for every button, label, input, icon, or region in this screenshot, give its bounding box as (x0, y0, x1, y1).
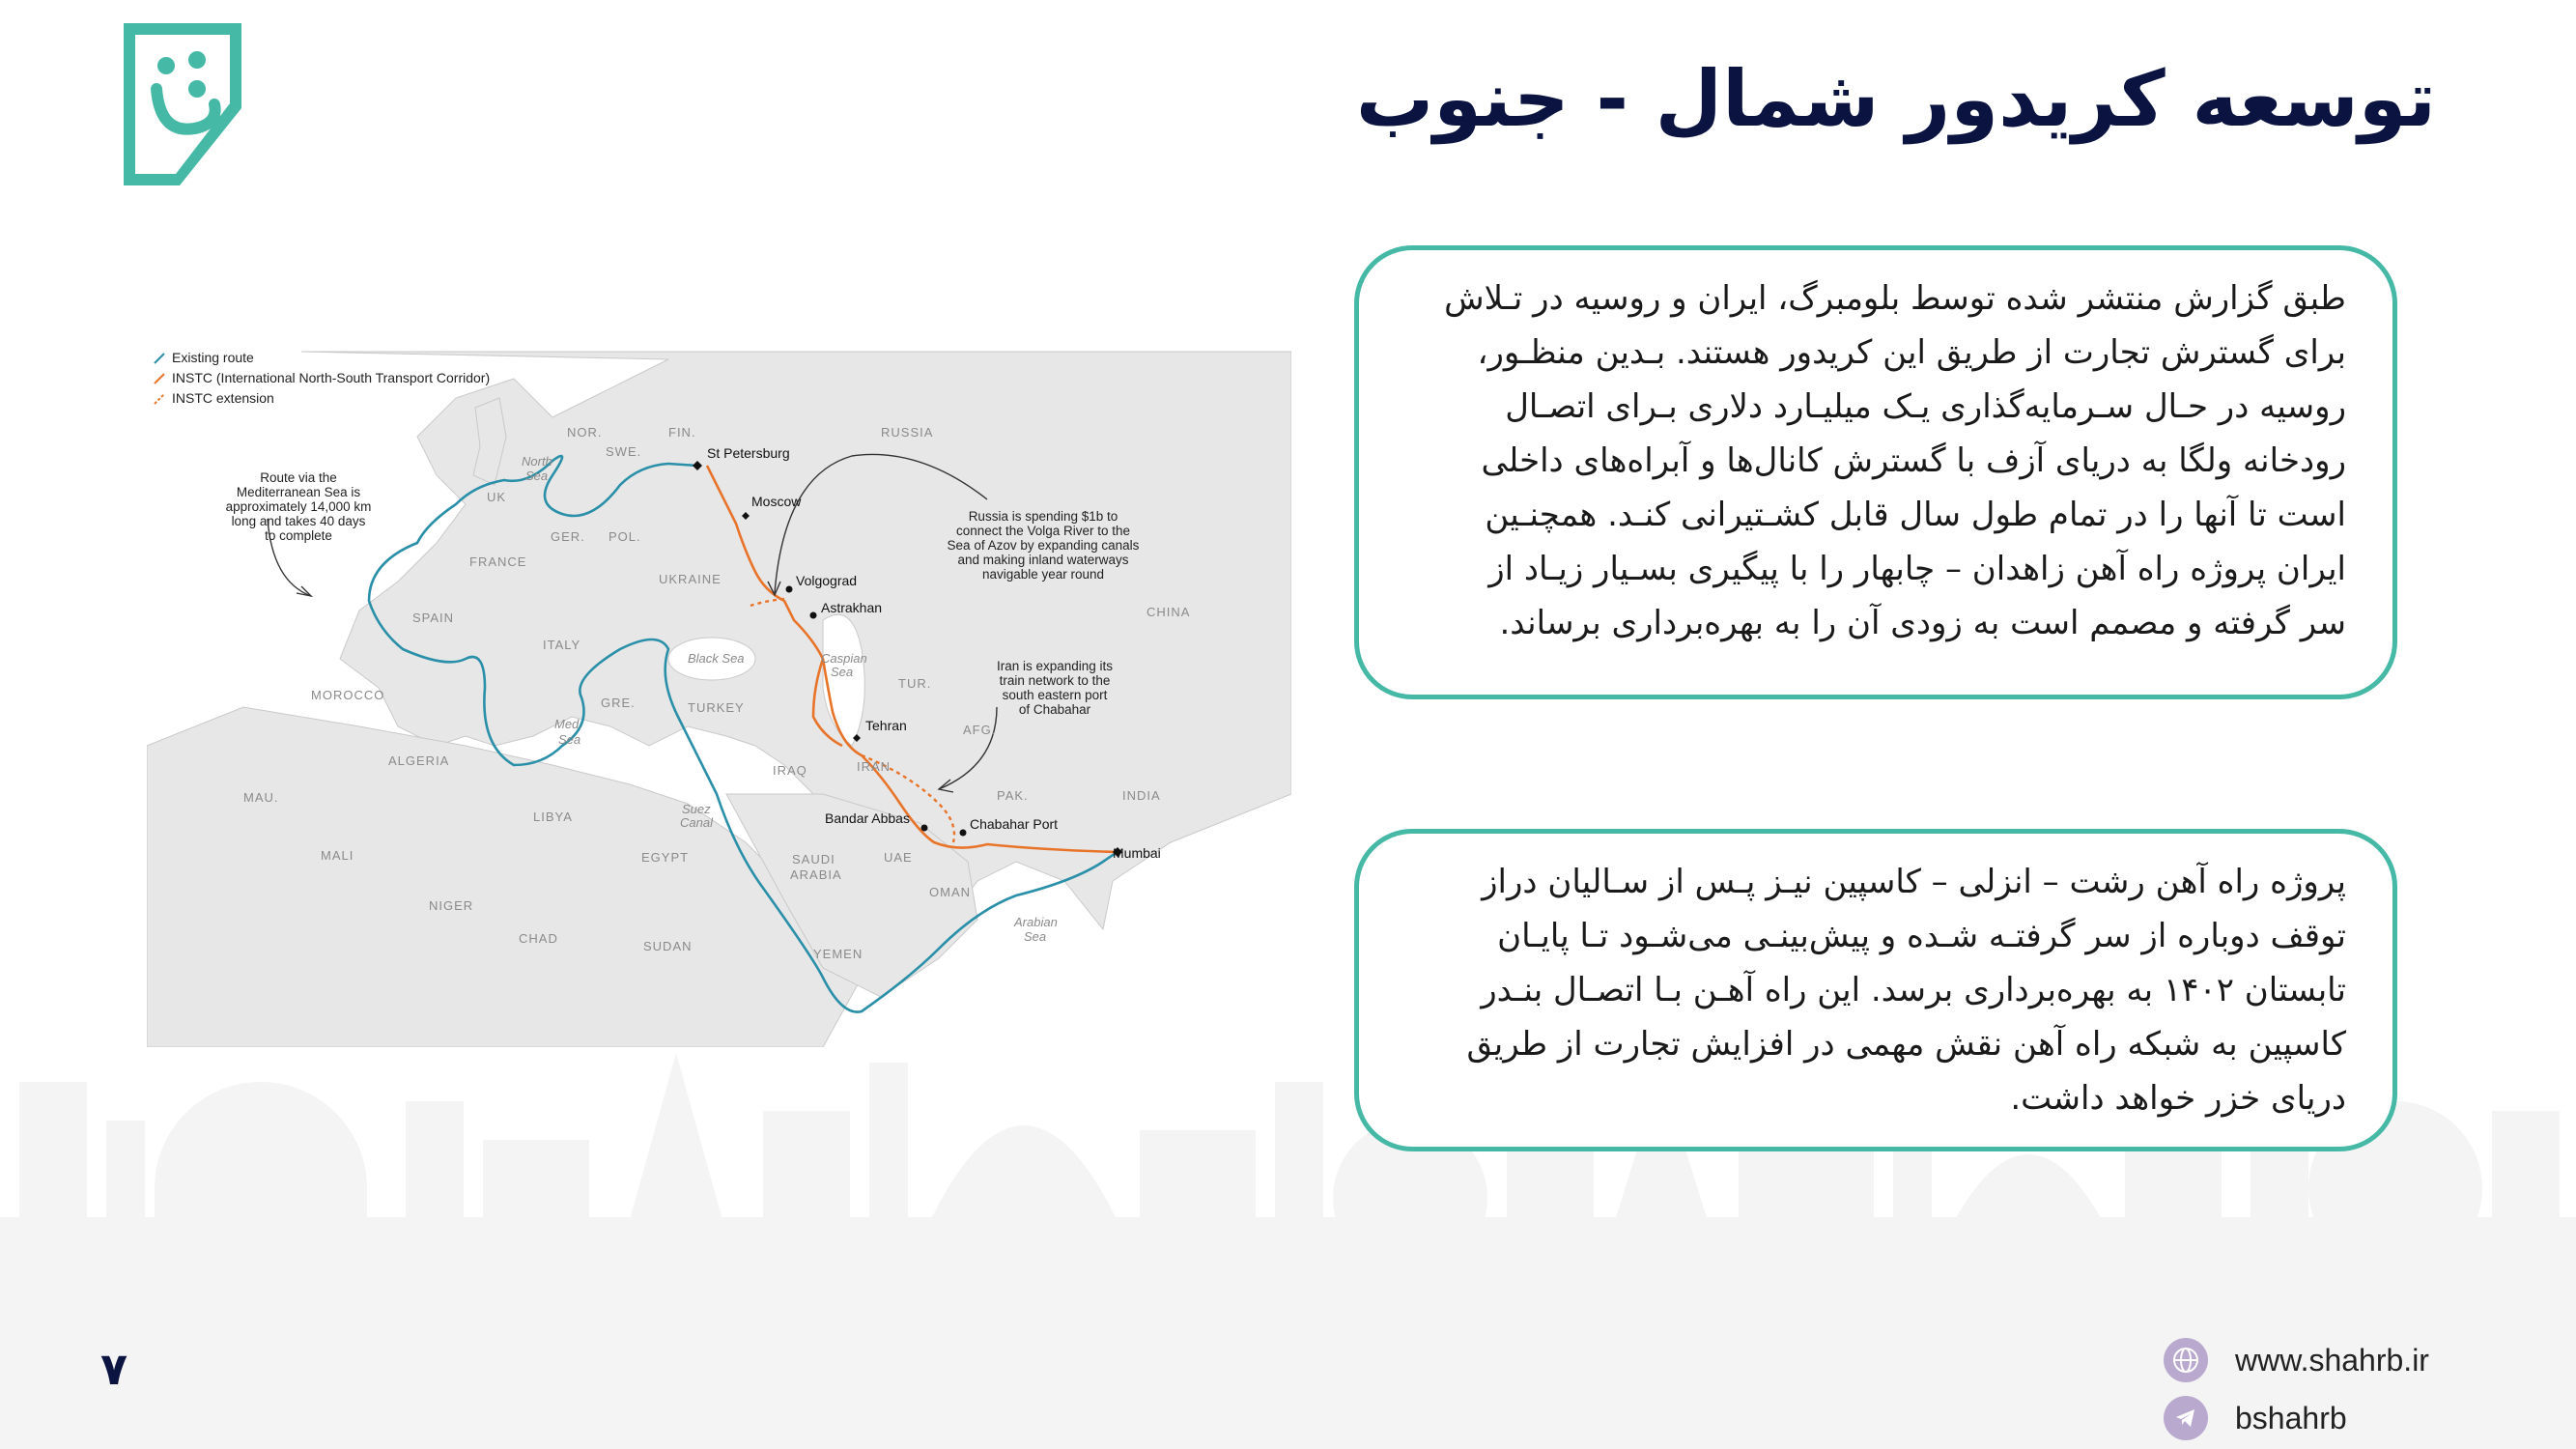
sea-label: Sea (525, 469, 549, 483)
legend-existing: Existing route (172, 350, 254, 365)
sea-label: Sea (831, 665, 854, 679)
sea-label: Suez (682, 802, 711, 816)
country-label: CHAD (519, 931, 558, 946)
note-iran-line: train network to the (999, 673, 1111, 688)
legend-extension: INSTC extension (172, 390, 274, 406)
corridor-map-svg (147, 340, 1291, 1047)
country-label: ALGERIA (388, 753, 450, 768)
country-label: RUSSIA (881, 425, 934, 440)
telegram-text: bshahrb (2235, 1400, 2347, 1435)
country-label: LIBYA (533, 810, 573, 824)
note-mediterranean-line: Mediterranean Sea is (236, 485, 361, 499)
paragraph-line: برای گسترش تجارت از طریق این کریدور هستند. بـدین منظـور، (1477, 333, 2346, 372)
country-label: TUR. (898, 676, 932, 691)
country-label: GRE. (601, 696, 636, 710)
website-link[interactable] (2164, 1333, 2429, 1387)
paragraph-line: رودخانه ولگا به دریای آزف با گسترش کانال‌ها و آبراه‌های داخلی (1481, 441, 2346, 480)
country-label: ITALY (543, 638, 581, 652)
city-marker (810, 612, 817, 619)
brand-logo (122, 21, 247, 190)
note-iran-line: of Chabahar (1018, 702, 1091, 717)
note-mediterranean-line: Route via the (260, 470, 337, 485)
globe-icon (2164, 1338, 2208, 1382)
country-label: SUDAN (643, 939, 693, 953)
country-label: MOROCCO (311, 688, 385, 702)
sea-label: Black Sea (688, 651, 745, 666)
legend-instc: INSTC (International North-South Transport Corridor) (172, 370, 491, 385)
note-iran-line: Iran is expanding its (996, 659, 1114, 673)
paragraph-line: کاسپین به شبکه راه آهن نقش مهمی در افزایش تجارت از طریق (1466, 1025, 2346, 1064)
note-russia-line: Russia is spending $1b to (968, 509, 1118, 524)
country-label: AFG. (963, 723, 997, 737)
sea-label: Sea (1024, 929, 1047, 944)
country-label: MAU. (243, 790, 279, 805)
city-marker (921, 825, 928, 832)
sea-label: Canal (680, 815, 713, 830)
country-label: TURKEY (688, 700, 745, 715)
country-label: PAK. (997, 788, 1029, 803)
country-label: SWE. (606, 444, 642, 459)
sea-label: Med. (554, 717, 582, 731)
note-mediterranean-line: to complete (265, 528, 332, 543)
country-label: SPAIN (412, 611, 455, 625)
country-label: UK (487, 490, 507, 504)
country-label: UKRAINE (659, 572, 722, 586)
city-marker (786, 586, 793, 593)
note-russia-line: connect the Volga River to the (955, 524, 1131, 538)
note-russia-line: Sea of Azov by expanding canals (947, 538, 1140, 553)
corridor-map (147, 340, 1291, 1047)
country-label: FIN. (668, 425, 696, 440)
paragraph-line: تابستان ۱۴۰۲ به بهره‌برداری برسد. این راه آهـن بـا اتصـال بنـدر (1481, 971, 2346, 1009)
country-label: MALI (321, 848, 354, 863)
city-label-st-petersburg: St Petersburg (707, 445, 790, 461)
sea-label: Caspian (821, 651, 867, 666)
country-label: YEMEN (813, 947, 863, 961)
city-label-moscow: Moscow (751, 494, 802, 509)
note-russia-line: and making inland waterways (957, 553, 1129, 567)
country-label: IRAN (857, 759, 892, 774)
paragraph-line: توقف دوباره از سر گرفتـه شـده و پیش‌بینـی می‌شـود تـا پایـان (1497, 917, 2346, 955)
country-label: NIGER (429, 898, 474, 913)
note-russia-line: navigable year round (981, 567, 1105, 582)
paragraph-line: سر گرفته و مصمم است به زودی آن را به بهره‌برداری برساند. (1499, 604, 2346, 642)
city-label-volgograd: Volgograd (796, 573, 858, 588)
city-label-mumbai: Mumbai (1113, 845, 1161, 861)
city-marker (960, 830, 967, 837)
page-title: توسعه کریدور شمال - جنوب (1355, 54, 2436, 144)
sea-label: Arabian (1014, 915, 1058, 929)
paragraph-line: روسیه در حـال سـرمایه‌گذاری یـک میلیـارد دلاری بـرای اتصـال (1505, 387, 2346, 426)
sea-label: Sea (558, 732, 581, 747)
sea-label: North (522, 454, 552, 469)
country-label: UAE (884, 850, 913, 865)
paragraph-line: دریای خزر خواهد داشت. (2010, 1079, 2346, 1118)
page-number: ۷ (100, 1343, 128, 1395)
info-box-rasht-anzali (1354, 829, 2397, 1151)
country-label: ARABIA (790, 867, 842, 882)
country-label: EGYPT (641, 850, 690, 865)
country-label: GER. (551, 529, 585, 544)
country-label: SAUDI (792, 852, 835, 867)
country-label: POL. (609, 529, 641, 544)
paragraph-line: طبق گزارش منتشر شده توسط بلومبرگ، ایران و روسیه در تـلاش (1444, 279, 2346, 318)
note-mediterranean-line: approximately 14,000 km (225, 499, 372, 514)
country-label: OMAN (929, 885, 971, 899)
paragraph-line: ایران پروژه راه آهن زاهدان – چابهار را با پیگیری بسـیار زیـاد از (1488, 550, 2346, 588)
note-mediterranean-line: long and takes 40 days (231, 514, 366, 528)
website-text: www.shahrb.ir (2235, 1342, 2429, 1378)
country-label: FRANCE (469, 554, 527, 569)
info-box-russia-iran (1354, 245, 2397, 699)
country-label: CHINA (1146, 605, 1191, 619)
city-label-bandar-abbas: Bandar Abbas (825, 810, 910, 826)
paragraph-line: است تا آنها را در تمام طول سال قابل کشـتیرانی کنـد. همچنـین (1485, 496, 2346, 534)
note-iran-line: south eastern port (1002, 688, 1108, 702)
paragraph-line: پروژه راه آهن رشت – انزلی – کاسپین نیـز پـس از سـالیان دراز (1482, 863, 2346, 901)
country-label: NOR. (567, 425, 603, 440)
telegram-icon (2164, 1396, 2208, 1440)
country-label: INDIA (1122, 788, 1161, 803)
city-label-astrakhan: Astrakhan (821, 600, 883, 615)
telegram-link[interactable] (2164, 1391, 2347, 1445)
country-label: IRAQ (773, 763, 807, 778)
city-label-chabahar: Chabahar Port (970, 816, 1059, 832)
city-label-tehran: Tehran (865, 718, 907, 733)
